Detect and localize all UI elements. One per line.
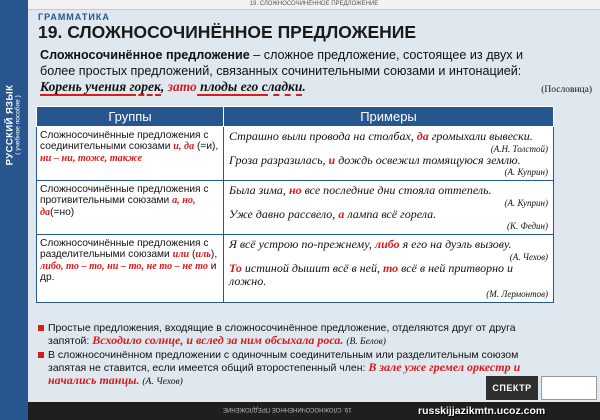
note-item <box>38 322 558 349</box>
example-sentence <box>229 184 548 208</box>
conjunction: да <box>416 129 429 143</box>
group-cell <box>37 127 224 181</box>
group-cell <box>37 235 224 303</box>
conjunction: иль <box>195 249 211 261</box>
subject-subtitle: ( учебное пособие ) <box>14 95 22 155</box>
conjunction: и, да <box>173 141 195 153</box>
clause: я его на дуэль вызову. <box>399 237 512 251</box>
clause: Уже давно рассвело, <box>229 206 339 221</box>
clause: все последние дни стояла оттепель. <box>301 183 492 197</box>
conjunction: но <box>288 183 302 197</box>
footer-strip-text: 19. СЛОЖНОСОЧИНЁННОЕ ПРЕДЛОЖЕНИЕ <box>223 406 352 412</box>
examples-cell <box>224 127 554 181</box>
conjunction: то <box>382 260 399 275</box>
note-source: (А. Чехов) <box>142 377 183 388</box>
note-example: Всходило солнце, и вслед за ним обсыхала роса. <box>92 333 344 348</box>
table-row <box>37 127 554 181</box>
example-clause-2a: плоды его <box>196 79 262 94</box>
group-text: Сложносочинённые предложения с противительными союзами <box>40 184 209 207</box>
group-text: Сложносочинённые предложения с соединительными союзами <box>40 130 209 153</box>
example-source: (А.Н. Толстой) <box>490 143 548 154</box>
conjunction: или <box>172 249 190 261</box>
example-clause-1a: Корень учения <box>40 79 130 94</box>
clause: Была зима, <box>229 183 289 197</box>
conjunction: а <box>338 206 345 221</box>
conjunction: а, но, да <box>40 195 196 218</box>
example-conjunction: зато <box>167 79 197 94</box>
conjunction-tail: (=но) <box>50 206 75 218</box>
header-groups: Группы <box>37 107 224 127</box>
groups-table <box>36 106 554 303</box>
clause: Страшно выли провода на столбах, <box>229 129 417 143</box>
conjunction: либо <box>374 237 400 251</box>
conjunction: То <box>229 260 242 275</box>
group-text: Сложносочинённые предложения с разделительными союзами <box>40 238 209 261</box>
note-text: В сложносочинённом предложении с одиночным соединительным или разделительным союзом запятая не ставится, если имеется общий второстепенный член: <box>48 348 519 374</box>
table-row <box>37 235 554 303</box>
example-end: . <box>302 79 306 94</box>
table-row <box>37 181 554 235</box>
clause: лампа всё горела. <box>344 206 437 221</box>
subject-name: РУССКИЙ ЯЗЫК <box>4 84 16 166</box>
group-cell <box>37 181 224 235</box>
sidebar <box>0 0 28 420</box>
top-strip-text: 19. СЛОЖНОСОЧИНЁННОЕ ПРЕДЛОЖЕНИЕ <box>249 1 379 7</box>
example-source: (А. Чехов) <box>509 251 548 262</box>
note-text: Простые предложения, входящие в сложносочинённое предложение, отделяются друг от друга запятой: <box>48 322 516 348</box>
example-sentence <box>229 130 548 154</box>
clause: всё в ней притворно и ложно. <box>229 260 514 288</box>
conjunction: ни – ни, тоже, также <box>40 152 143 164</box>
example-clause-2b: сладки <box>261 79 303 94</box>
example-sentence <box>229 154 548 178</box>
note-item <box>38 349 558 389</box>
definition-source: (Пословица) <box>541 85 592 95</box>
conjunction-tail: ), <box>210 249 218 261</box>
conjunction-tail: и др. <box>40 260 217 284</box>
bullet-square-icon <box>38 352 44 358</box>
clause: громыхали вывески. <box>428 129 533 143</box>
clause: Гроза разразилась, <box>229 152 329 167</box>
publisher-logo: СПЕКТР <box>486 376 538 400</box>
examples-cell <box>224 235 554 303</box>
conjunction-tail: (=и), <box>194 141 219 153</box>
clause: Я всё устрою по-прежнему, <box>229 237 375 251</box>
example-clause-1b: горек <box>129 79 161 94</box>
watermark: russkijjazikmtn.ucoz.com <box>418 405 546 417</box>
example-source: (К. Федин) <box>507 221 548 231</box>
note-example: В зале уже гремел оркестр и начались танцы. <box>48 359 521 388</box>
page-title: 19. СЛОЖНОСОЧИНЁННОЕ ПРЕДЛОЖЕНИЕ <box>38 22 417 42</box>
example-source: (А. Куприн) <box>504 197 548 208</box>
definition-term: Сложносочинённое предложение <box>40 48 250 62</box>
top-strip <box>28 0 600 10</box>
table-header-row <box>37 107 554 127</box>
example-source: (А. Куприн) <box>504 167 548 177</box>
example-sentence <box>229 262 548 299</box>
definition <box>40 48 552 79</box>
example-source: (М. Лермонтов) <box>486 288 548 299</box>
note-source: (В. Белов) <box>346 337 386 348</box>
definition-text: – сложное предложение, состоящее из двух и более простых предложений, связанных сочинительными союзами и интонацией: <box>40 48 524 78</box>
example-sentence <box>229 208 548 232</box>
bullet-square-icon <box>38 325 44 331</box>
notes <box>38 322 558 388</box>
examples-cell <box>224 181 554 235</box>
section-label: ГРАММАТИКА <box>38 12 110 22</box>
sidebar-subject-label <box>6 85 23 166</box>
conjunction: либо, то – то, ни – то, не то – не то <box>40 260 208 272</box>
conjunction: и <box>328 152 336 167</box>
clause: истиной дышит всё в ней, <box>241 260 383 275</box>
publisher-info-box <box>541 376 597 400</box>
conjunction-tail: ( <box>189 249 196 261</box>
definition-example <box>40 79 306 95</box>
header-examples: Примеры <box>224 107 554 127</box>
example-sentence <box>229 238 548 262</box>
clause: дождь освежил томящуюся землю. <box>335 152 521 167</box>
example-sep: , <box>160 79 168 94</box>
